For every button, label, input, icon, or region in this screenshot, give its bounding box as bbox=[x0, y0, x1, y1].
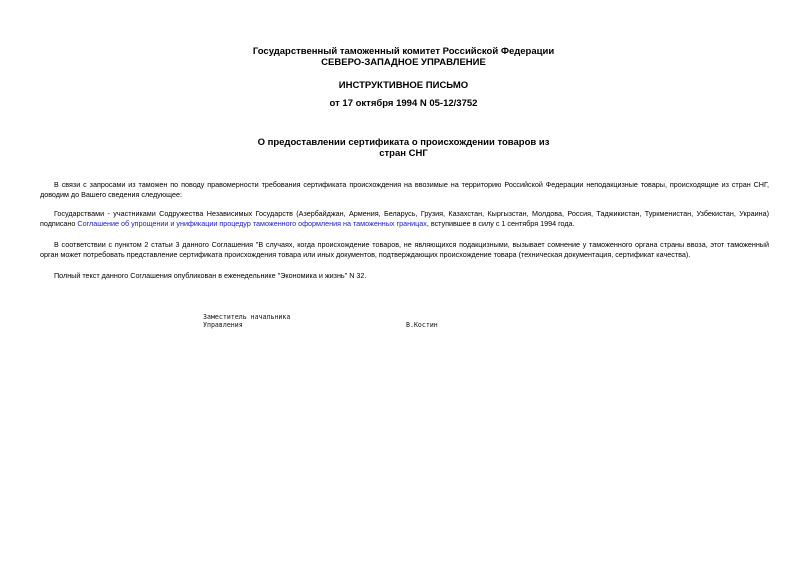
paragraph-2-text bbox=[40, 209, 769, 230]
paragraph-3 bbox=[40, 240, 769, 261]
issuer-line: Государственный таможенный комитет Российской Федерации bbox=[252, 46, 555, 57]
paragraph-1-text: В связи с запросами из таможен по поводу правомерности требования сертификата происхождения на ввозимые на территорию Российской Федерации неподакцизные товары, происходящие из стран СНГ, доводим до Вашего сведения следующее: bbox=[40, 180, 769, 200]
document-date: от 17 октября 1994 N 05-12/3752 bbox=[329, 98, 478, 109]
paragraph-2-tail: , вступившее в силу с 1 сентября 1994 года. bbox=[426, 219, 575, 229]
document-subject bbox=[0, 137, 807, 159]
paragraph-3-text: В соответствии с пунктом 2 статьи 3 данного Соглашения "В случаях, когда происхождение товаров, не являющихся подакцизными, вызывает сомнение у таможенного органа страны ввоза, этот таможенный орган может потребовать представление сертификата происхождения товара или иных документов, подтверждающих происхождение товара (техническая документация, сертификат качества). bbox=[40, 240, 769, 260]
agreement-link[interactable]: Соглашение об упрощении и унификации процедур таможенного оформления на таможенных границах bbox=[77, 219, 427, 229]
paragraph-2-lead: Государствами - участниками Содружества Независимых Государств (Азербайджан, Армения, Беларусь, Грузия, Казахстан, Кыргызстан, Молдова, Россия, Таджикистан, Туркменистан, Узбекистан, Украина) подписано bbox=[40, 209, 769, 229]
paragraph-4 bbox=[40, 271, 769, 281]
subject-line-1: О предоставлении сертификата о происхождении товаров из bbox=[257, 137, 550, 148]
signatory-title-line-2: Управления bbox=[203, 321, 243, 329]
document-type: ИНСТРУКТИВНОЕ ПИСЬМО bbox=[338, 80, 469, 91]
paragraph-1 bbox=[40, 180, 769, 201]
signatory-name: В.Костин bbox=[406, 321, 438, 329]
subject-line-2: стран СНГ bbox=[379, 148, 428, 159]
paragraph-4-text: Полный текст данного Соглашения опубликован в еженедельнике "Экономика и жизнь" N 32. bbox=[54, 271, 367, 280]
paragraph-2 bbox=[40, 209, 769, 230]
issuer-department: СЕВЕРО-ЗАПАДНОЕ УПРАВЛЕНИЕ bbox=[321, 57, 486, 68]
signatory-title-line-1: Заместитель начальника bbox=[203, 313, 291, 321]
